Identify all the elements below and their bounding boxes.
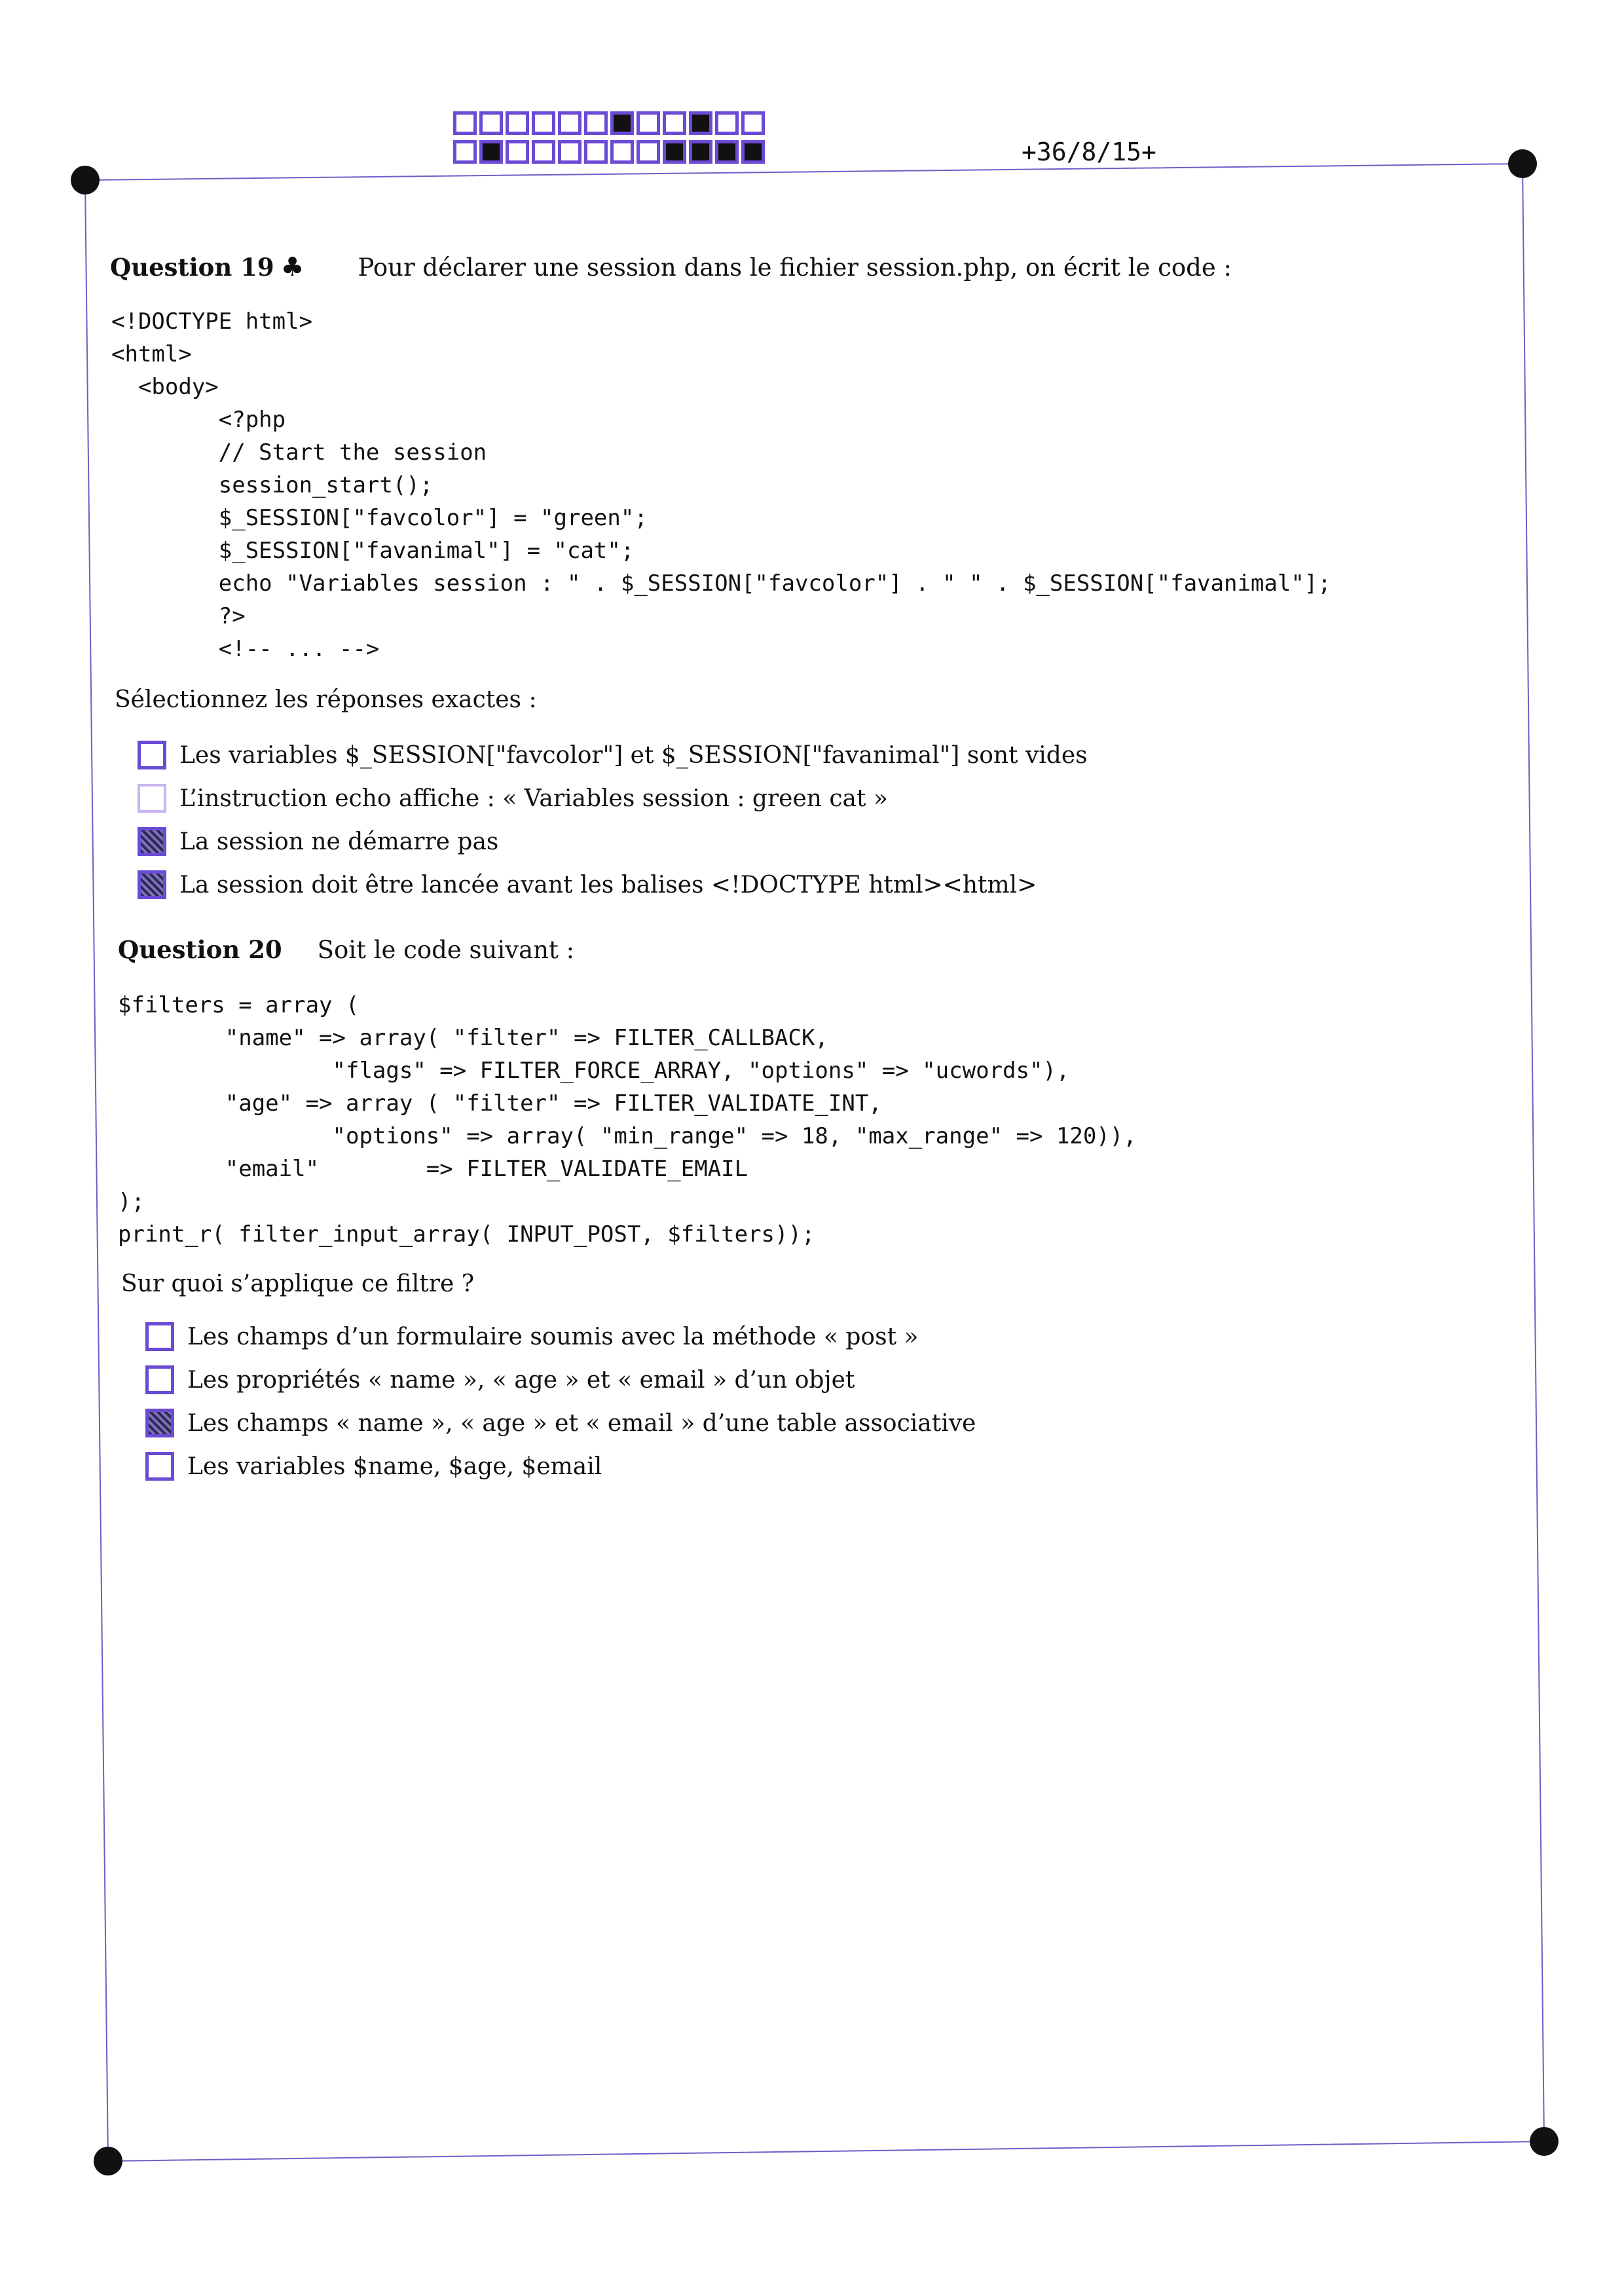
code-line: <!DOCTYPE html> [111,308,313,335]
id-grid-row-1 [453,111,767,135]
question-19-prompt: Sélectionnez les réponses exactes : [115,686,537,713]
id-grid-cell [584,111,608,135]
id-grid-cell [453,111,477,135]
question-20-prompt: Sur quoi s’applique ce filtre ? [121,1270,474,1297]
id-grid-cell [715,140,739,164]
question-19-answers [138,733,1088,906]
answer-option[interactable] [138,777,1088,820]
id-grid-cell [741,111,765,135]
code-line: "email" => FILTER_VALIDATE_EMAIL [118,1156,748,1182]
answer-checkbox[interactable] [145,1322,174,1351]
id-grid-cell [689,111,712,135]
code-line: $_SESSION["favanimal"] = "cat"; [111,538,635,564]
code-line: "options" => array( "min_range" => 18, "max_range" => 120)), [118,1123,1137,1149]
answer-checkbox[interactable] [145,1365,174,1394]
id-grid-cell [479,111,503,135]
id-grid-cell [610,111,634,135]
code-line: print_r( filter_input_array( INPUT_POST, $filters)); [118,1221,815,1248]
code-line: $filters = array ( [118,992,360,1018]
id-grid-cell [689,140,712,164]
id-grid-row-2 [453,140,767,164]
answer-checkbox[interactable] [145,1409,174,1437]
answer-checkbox[interactable] [138,870,166,899]
code-line: "flags" => FILTER_FORCE_ARRAY, "options" => "ucwords"), [118,1058,1070,1084]
answer-option[interactable] [138,820,1088,863]
id-grid-cell [637,111,660,135]
id-grid-cell [637,140,660,164]
answer-text: Les propriétés « name », « age » et « email » d’un objet [187,1366,855,1394]
id-grid-cell [663,140,686,164]
answer-option[interactable] [145,1401,976,1445]
code-line: <?php [111,407,286,433]
answer-option[interactable] [138,863,1088,906]
answer-option[interactable] [145,1315,976,1358]
code-line: "age" => array ( "filter" => FILTER_VALIDATE_INT, [118,1090,882,1117]
code-line: <!-- ... --> [111,636,380,662]
club-icon: ♣ [280,252,304,282]
question-19-label: Question 19 [110,253,274,282]
answer-text: Les champs d’un formulaire soumis avec la méthode « post » [187,1323,919,1350]
question-20-label: Question 20 [118,935,282,964]
registration-mark-bottom-right [1530,2127,1559,2156]
question-20-title [118,935,574,964]
id-grid-cell [715,111,739,135]
id-grid-cell [663,111,686,135]
id-grid-cell [453,140,477,164]
answer-checkbox[interactable] [138,741,166,769]
registration-mark-top-right [1508,149,1537,178]
code-line: session_start(); [111,472,434,498]
question-19-text: Pour déclarer une session dans le fichier session.php, on écrit le code : [358,253,1232,282]
question-20-text: Soit le code suivant : [317,936,575,964]
answer-text: Les variables $name, $age, $email [187,1453,602,1480]
page-id: +36/8/15+ [1022,138,1156,166]
answer-text: Les champs « name », « age » et « email » d’une table associative [187,1409,976,1437]
id-grid-cell [558,140,581,164]
code-line: echo "Variables session : " . $_SESSION["favcolor"] . " " . $_SESSION["favanimal"]; [111,570,1331,597]
answer-option[interactable] [145,1445,976,1488]
id-grid-cell [479,140,503,164]
answer-option[interactable] [145,1358,976,1401]
question-19-title [110,252,1232,282]
question-19-code [111,305,1331,665]
id-grid-cell [584,140,608,164]
answer-text: Les variables $_SESSION["favcolor"] et $_SESSION["favanimal"] sont vides [179,741,1088,769]
code-line: // Start the session [111,439,487,466]
registration-mark-top-left [71,166,100,194]
id-grid-cell [610,140,634,164]
id-grid-cell [506,140,529,164]
question-20-answers [145,1315,976,1488]
question-20-code [118,989,1137,1251]
answer-checkbox[interactable] [145,1452,174,1481]
registration-mark-bottom-left [94,2147,122,2176]
id-grid-cell [558,111,581,135]
code-line: <body> [111,374,219,400]
code-line: <html> [111,341,192,367]
id-grid-cell [532,140,555,164]
code-line: $_SESSION["favcolor"] = "green"; [111,505,648,531]
answer-option[interactable] [138,733,1088,777]
code-line: ?> [111,603,246,629]
answer-text: La session doit être lancée avant les balises <!DOCTYPE html><html> [179,871,1037,898]
code-line: ); [118,1189,145,1215]
code-line: "name" => array( "filter" => FILTER_CALLBACK, [118,1025,828,1051]
answer-checkbox[interactable] [138,827,166,856]
answer-checkbox[interactable] [138,784,166,813]
id-grid-cell [741,140,765,164]
answer-text: La session ne démarre pas [179,828,499,855]
id-grid-cell [532,111,555,135]
id-grid-cell [506,111,529,135]
answer-text: L’instruction echo affiche : « Variables session : green cat » [179,785,888,812]
